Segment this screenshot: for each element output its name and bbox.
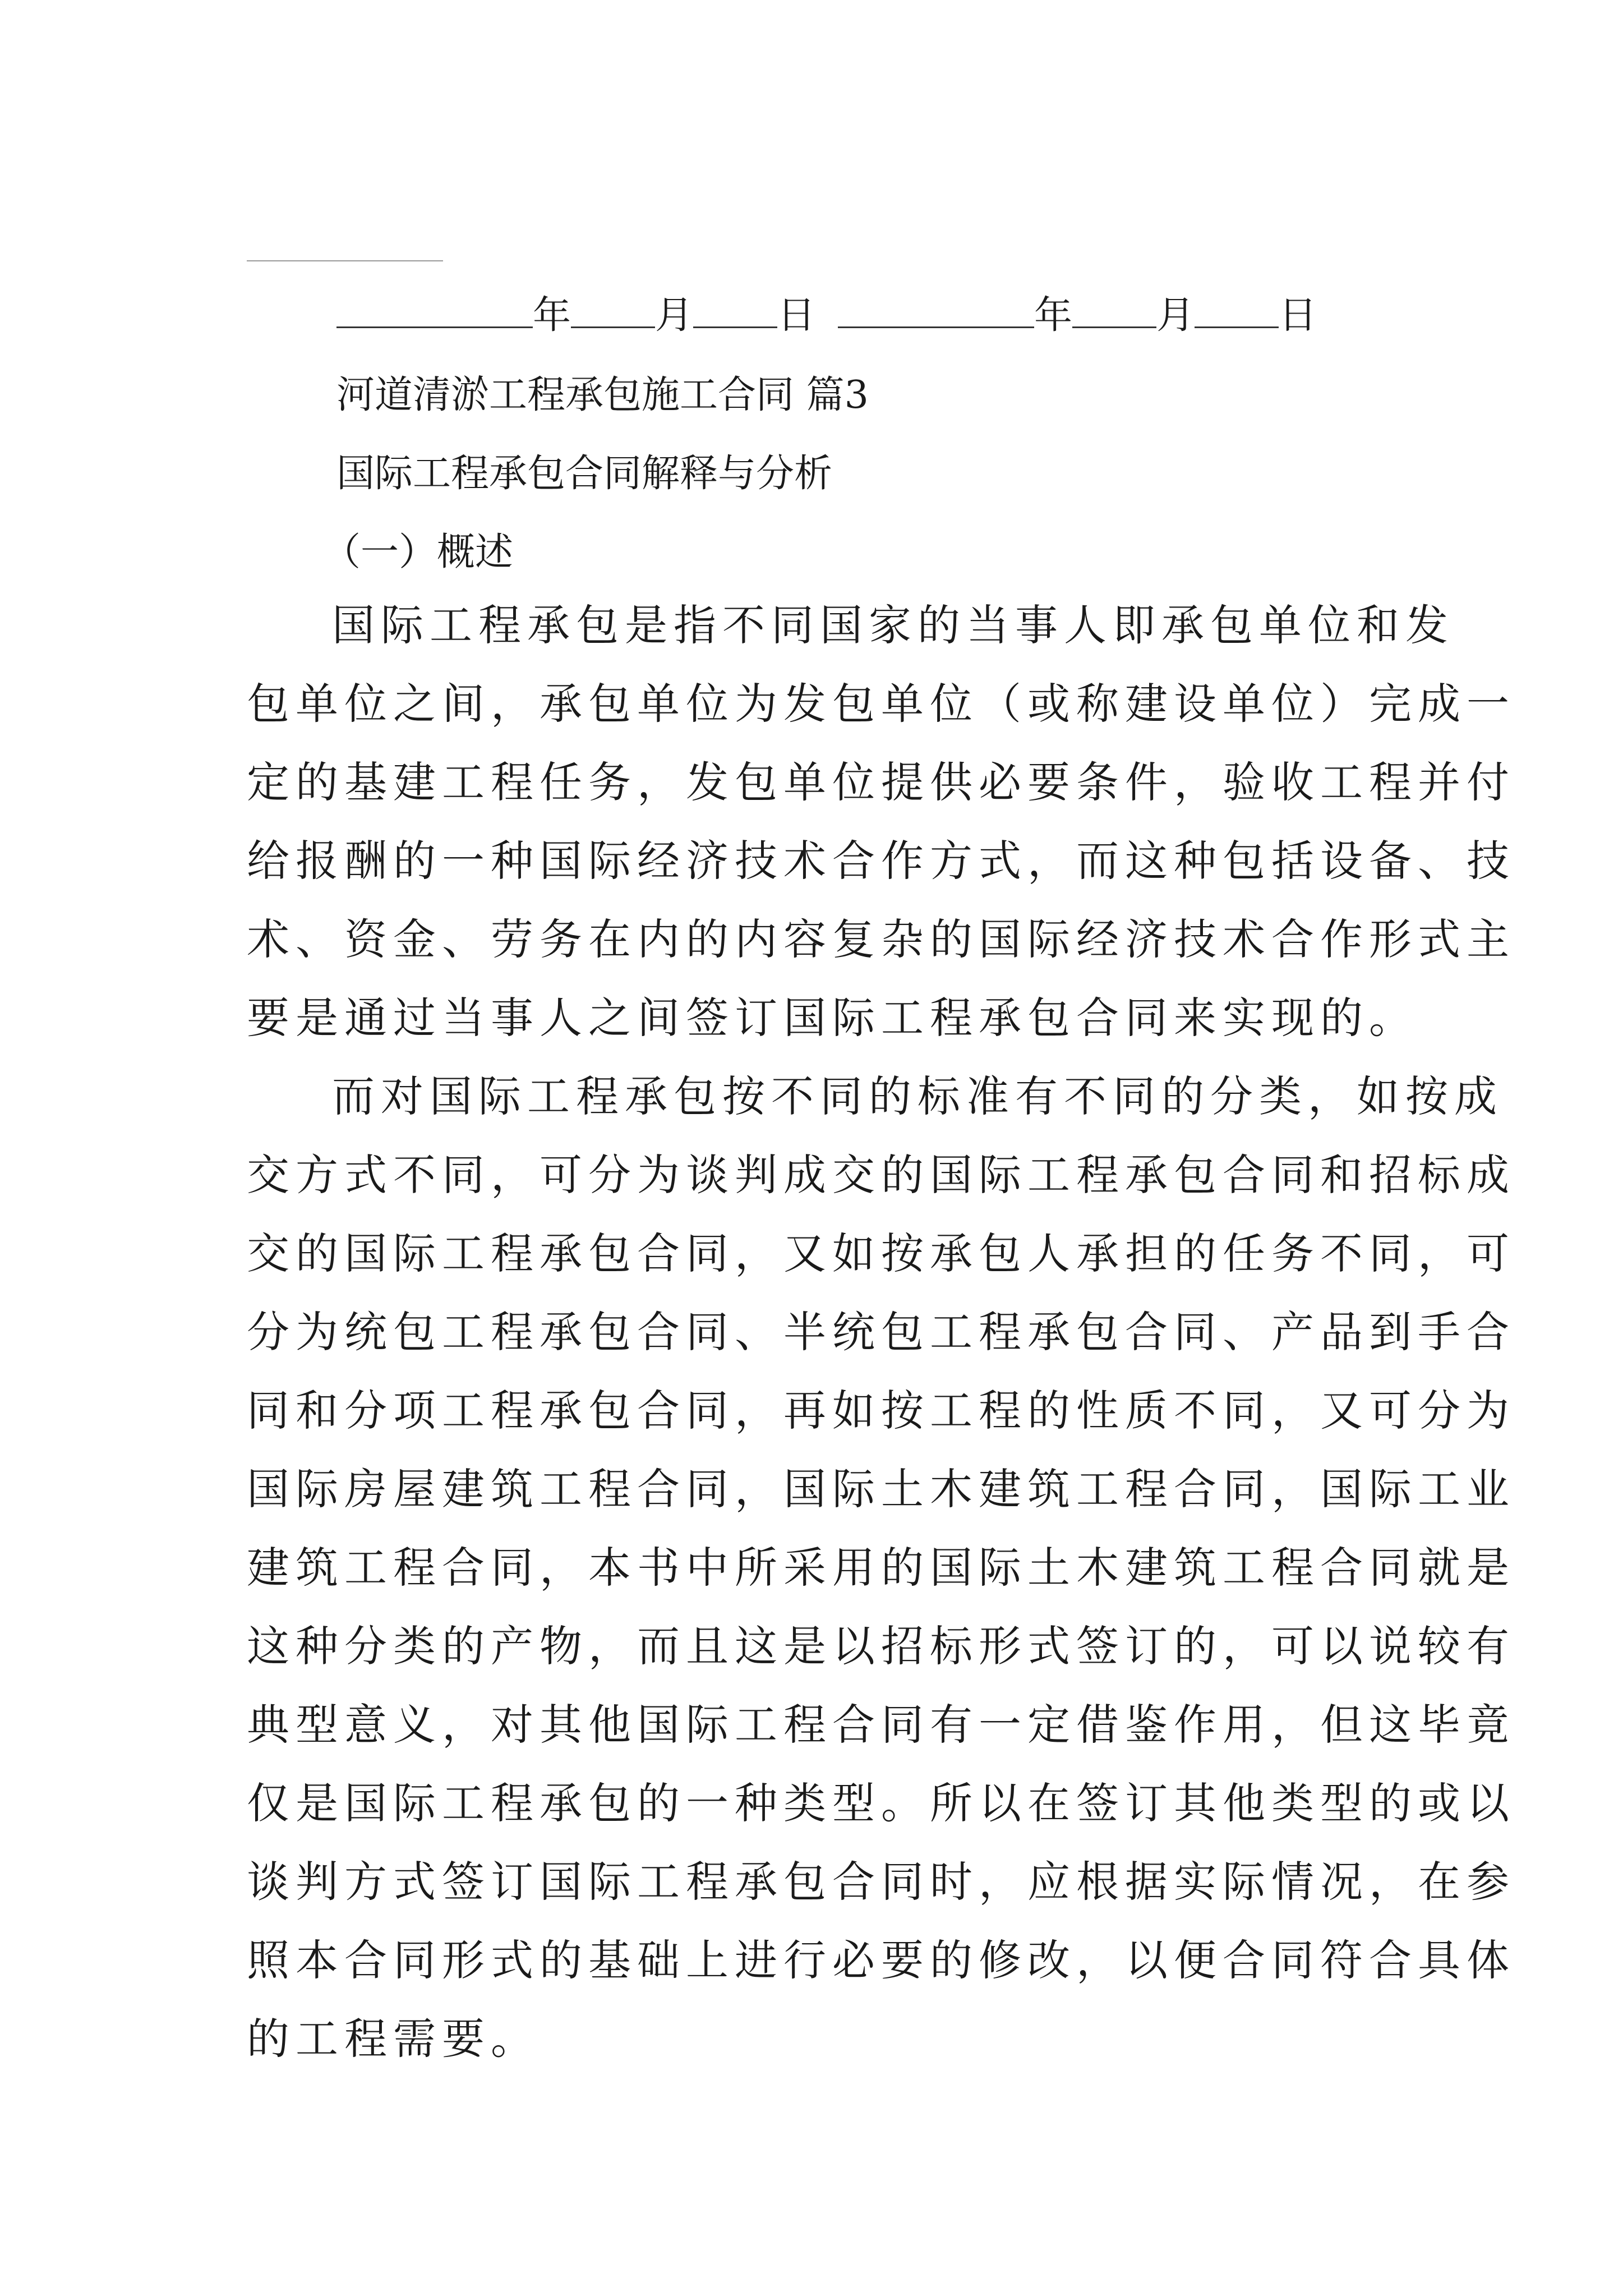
day-label-2: 日 xyxy=(1279,293,1317,338)
year-label-1: 年 xyxy=(533,293,571,338)
top-divider xyxy=(247,260,443,261)
paragraph-line: 的工程需要。 xyxy=(247,2014,540,2064)
paragraph-classification xyxy=(247,1057,1515,2078)
signature-date-line xyxy=(336,286,1402,342)
paragraph-line: 照本合同形式的基础上进行必要的修改，以便合同符合具体 xyxy=(247,1935,1515,1985)
month-label-1: 月 xyxy=(655,293,694,338)
paragraph-line: 这种分类的产物，而且这是以招标形式签订的，可以说较有 xyxy=(247,1621,1515,1671)
day-blank-1[interactable] xyxy=(693,286,777,328)
paragraph-line: 典型意义，对其他国际工程合同有一定借鉴作用，但这毕竟 xyxy=(247,1700,1515,1750)
year-blank-1[interactable] xyxy=(336,286,533,328)
day-blank-2[interactable] xyxy=(1195,286,1279,328)
paragraph-line: 包单位之间，承包单位为发包单位（或称建设单位）完成一 xyxy=(247,679,1515,729)
paragraph-line: 交的国际工程承包合同，又如按承包人承担的任务不同，可 xyxy=(247,1228,1515,1278)
contract-title: 河道清淤工程承包施工合同 篇3 xyxy=(336,373,869,417)
paragraph-line: 交方式不同，可分为谈判成交的国际工程承包合同和招标成 xyxy=(247,1150,1515,1200)
year-blank-2[interactable] xyxy=(838,286,1034,328)
day-label-1: 日 xyxy=(777,293,816,338)
paragraph-line: 仅是国际工程承包的一种类型。所以在签订其他类型的或以 xyxy=(247,1778,1515,1828)
paragraph-line: 术、资金、劳务在内的内容复杂的国际经济技术合作形式主 xyxy=(247,914,1515,964)
month-label-2: 月 xyxy=(1156,293,1195,338)
paragraph-line: 分为统包工程承包合同、半统包工程承包合同、产品到手合 xyxy=(247,1307,1515,1357)
paragraph-line: 给报酬的一种国际经济技术合作方式，而这种包括设备、技 xyxy=(247,836,1515,886)
paragraph-line: 同和分项工程承包合同，再如按工程的性质不同，又可分为 xyxy=(247,1386,1515,1435)
paragraph-line: 要是通过当事人之间签订国际工程承包合同来实现的。 xyxy=(247,993,1418,1043)
year-label-2: 年 xyxy=(1034,293,1073,338)
paragraph-line: 国际房屋建筑工程合同，国际土木建筑工程合同，国际工业 xyxy=(247,1464,1515,1514)
month-blank-2[interactable] xyxy=(1072,286,1156,328)
paragraph-line: 定的基建工程任务，发包单位提供必要条件，验收工程并付 xyxy=(247,757,1515,807)
section-subtitle: 国际工程承包合同解释与分析 xyxy=(336,452,833,496)
paragraph-line: 国际工程承包是指不同国家的当事人即承包单位和发 xyxy=(332,600,1454,650)
paragraph-overview xyxy=(247,586,1515,1057)
section-heading: （一）概述 xyxy=(322,530,514,574)
paragraph-line: 谈判方式签订国际工程承包合同时，应根据实际情况，在参 xyxy=(247,1857,1515,1907)
paragraph-line: 而对国际工程承包按不同的标准有不同的分类，如按成 xyxy=(332,1071,1503,1121)
paragraph-line: 建筑工程合同，本书中所采用的国际土木建筑工程合同就是 xyxy=(247,1543,1515,1593)
month-blank-1[interactable] xyxy=(571,286,655,328)
